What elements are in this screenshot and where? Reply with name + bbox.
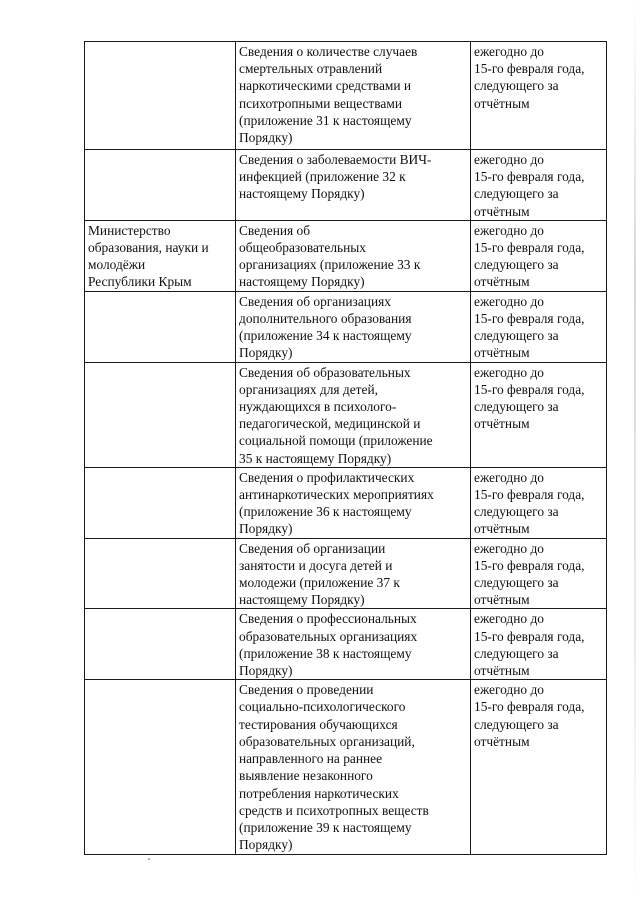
information-text: Сведения об организациях дополнительного образования (приложение 34 к настоящему Порядку) xyxy=(239,293,412,361)
organization-cell xyxy=(85,220,236,291)
organization-cell xyxy=(85,362,236,467)
deadline-text: ежегодно до 15-го февраля года, следующего за отчётным xyxy=(474,152,585,219)
deadline-text: ежегодно до 15-го февраля года, следующего за отчётным xyxy=(474,364,585,432)
table-row xyxy=(85,42,607,150)
information-text: Сведения о проведении социально-психологического тестирования обучающихся образовательных организаций, направленного на раннее выявление незаконного потребления наркотических средств и психотропных веществ (приложение 39 к настоящему Порядку) xyxy=(239,682,429,853)
deadline-text: ежегодно до 15-го февраля года, следующего за отчётным xyxy=(474,611,585,679)
deadline-text: ежегодно до 15-го февраля года, следующего за отчётным xyxy=(474,222,585,290)
deadline-cell xyxy=(471,362,607,467)
organization-cell xyxy=(85,150,236,221)
information-text: Сведения о количестве случаев смертельных отравлений наркотическими средствами и психотропными веществами (приложение 31 к настоящему Порядку) xyxy=(239,44,418,146)
deadline-cell xyxy=(471,220,607,291)
deadline-cell xyxy=(471,291,607,362)
table-row xyxy=(85,538,607,609)
scan-speck xyxy=(148,858,150,860)
information-cell xyxy=(236,42,471,150)
table-row xyxy=(85,680,607,855)
deadline-cell xyxy=(471,538,607,609)
information-cell xyxy=(236,291,471,362)
deadline-text: ежегодно до 15-го февраля года, следующего за отчётным xyxy=(474,293,585,361)
deadline-cell xyxy=(471,150,607,221)
information-cell xyxy=(236,538,471,609)
table-row xyxy=(85,362,607,467)
deadline-cell xyxy=(471,609,607,680)
table-row xyxy=(85,220,607,291)
information-cell xyxy=(236,680,471,855)
organization-cell xyxy=(85,291,236,362)
report-schedule-table xyxy=(84,41,607,855)
information-cell xyxy=(236,609,471,680)
table-row xyxy=(85,467,607,538)
table-row xyxy=(85,291,607,362)
deadline-cell xyxy=(471,467,607,538)
information-text: Сведения об общеобразовательных организациях (приложение 33 к настоящему Порядку) xyxy=(239,222,421,290)
organization-cell xyxy=(85,680,236,855)
information-cell xyxy=(236,362,471,467)
organization-text: Министерство образования, науки и молодёжи Республики Крым xyxy=(88,222,209,290)
information-text: Сведения об образовательных организациях для детей, нуждающихся в психолого- педагогической, медицинской и социальной помощи (приложение 35 к настоящему Порядку) xyxy=(239,364,433,466)
information-cell xyxy=(236,467,471,538)
information-text: Сведения о профессиональных образовательных организациях (приложение 38 к настоящему Порядку) xyxy=(239,611,418,679)
organization-cell xyxy=(85,42,236,150)
deadline-text: ежегодно до 15-го февраля года, следующего за отчётным xyxy=(474,682,585,749)
information-text: Сведения о заболеваемости ВИЧ- инфекцией (приложение 32 к настоящему Порядку) xyxy=(239,152,432,202)
deadline-text: ежегодно до 15-го февраля года, следующего за отчётным xyxy=(474,540,585,608)
information-cell xyxy=(236,150,471,221)
information-cell xyxy=(236,220,471,291)
table-row xyxy=(85,150,607,221)
table-row xyxy=(85,609,607,680)
deadline-cell xyxy=(471,42,607,150)
information-text: Сведения об организации занятости и досуга детей и молодежи (приложение 37 к настоящему Порядку) xyxy=(239,540,400,608)
organization-cell xyxy=(85,538,236,609)
organization-cell xyxy=(85,467,236,538)
scan-edge-shadow xyxy=(634,0,636,905)
organization-cell xyxy=(85,609,236,680)
deadline-text: ежегодно до 15-го февраля года, следующего за отчётным xyxy=(474,469,585,537)
information-text: Сведения о профилактических антинаркотических мероприятиях (приложение 36 к настоящему Порядку) xyxy=(239,469,434,537)
deadline-text: ежегодно до 15-го февраля года, следующего за отчётным xyxy=(474,44,585,111)
deadline-cell xyxy=(471,680,607,855)
